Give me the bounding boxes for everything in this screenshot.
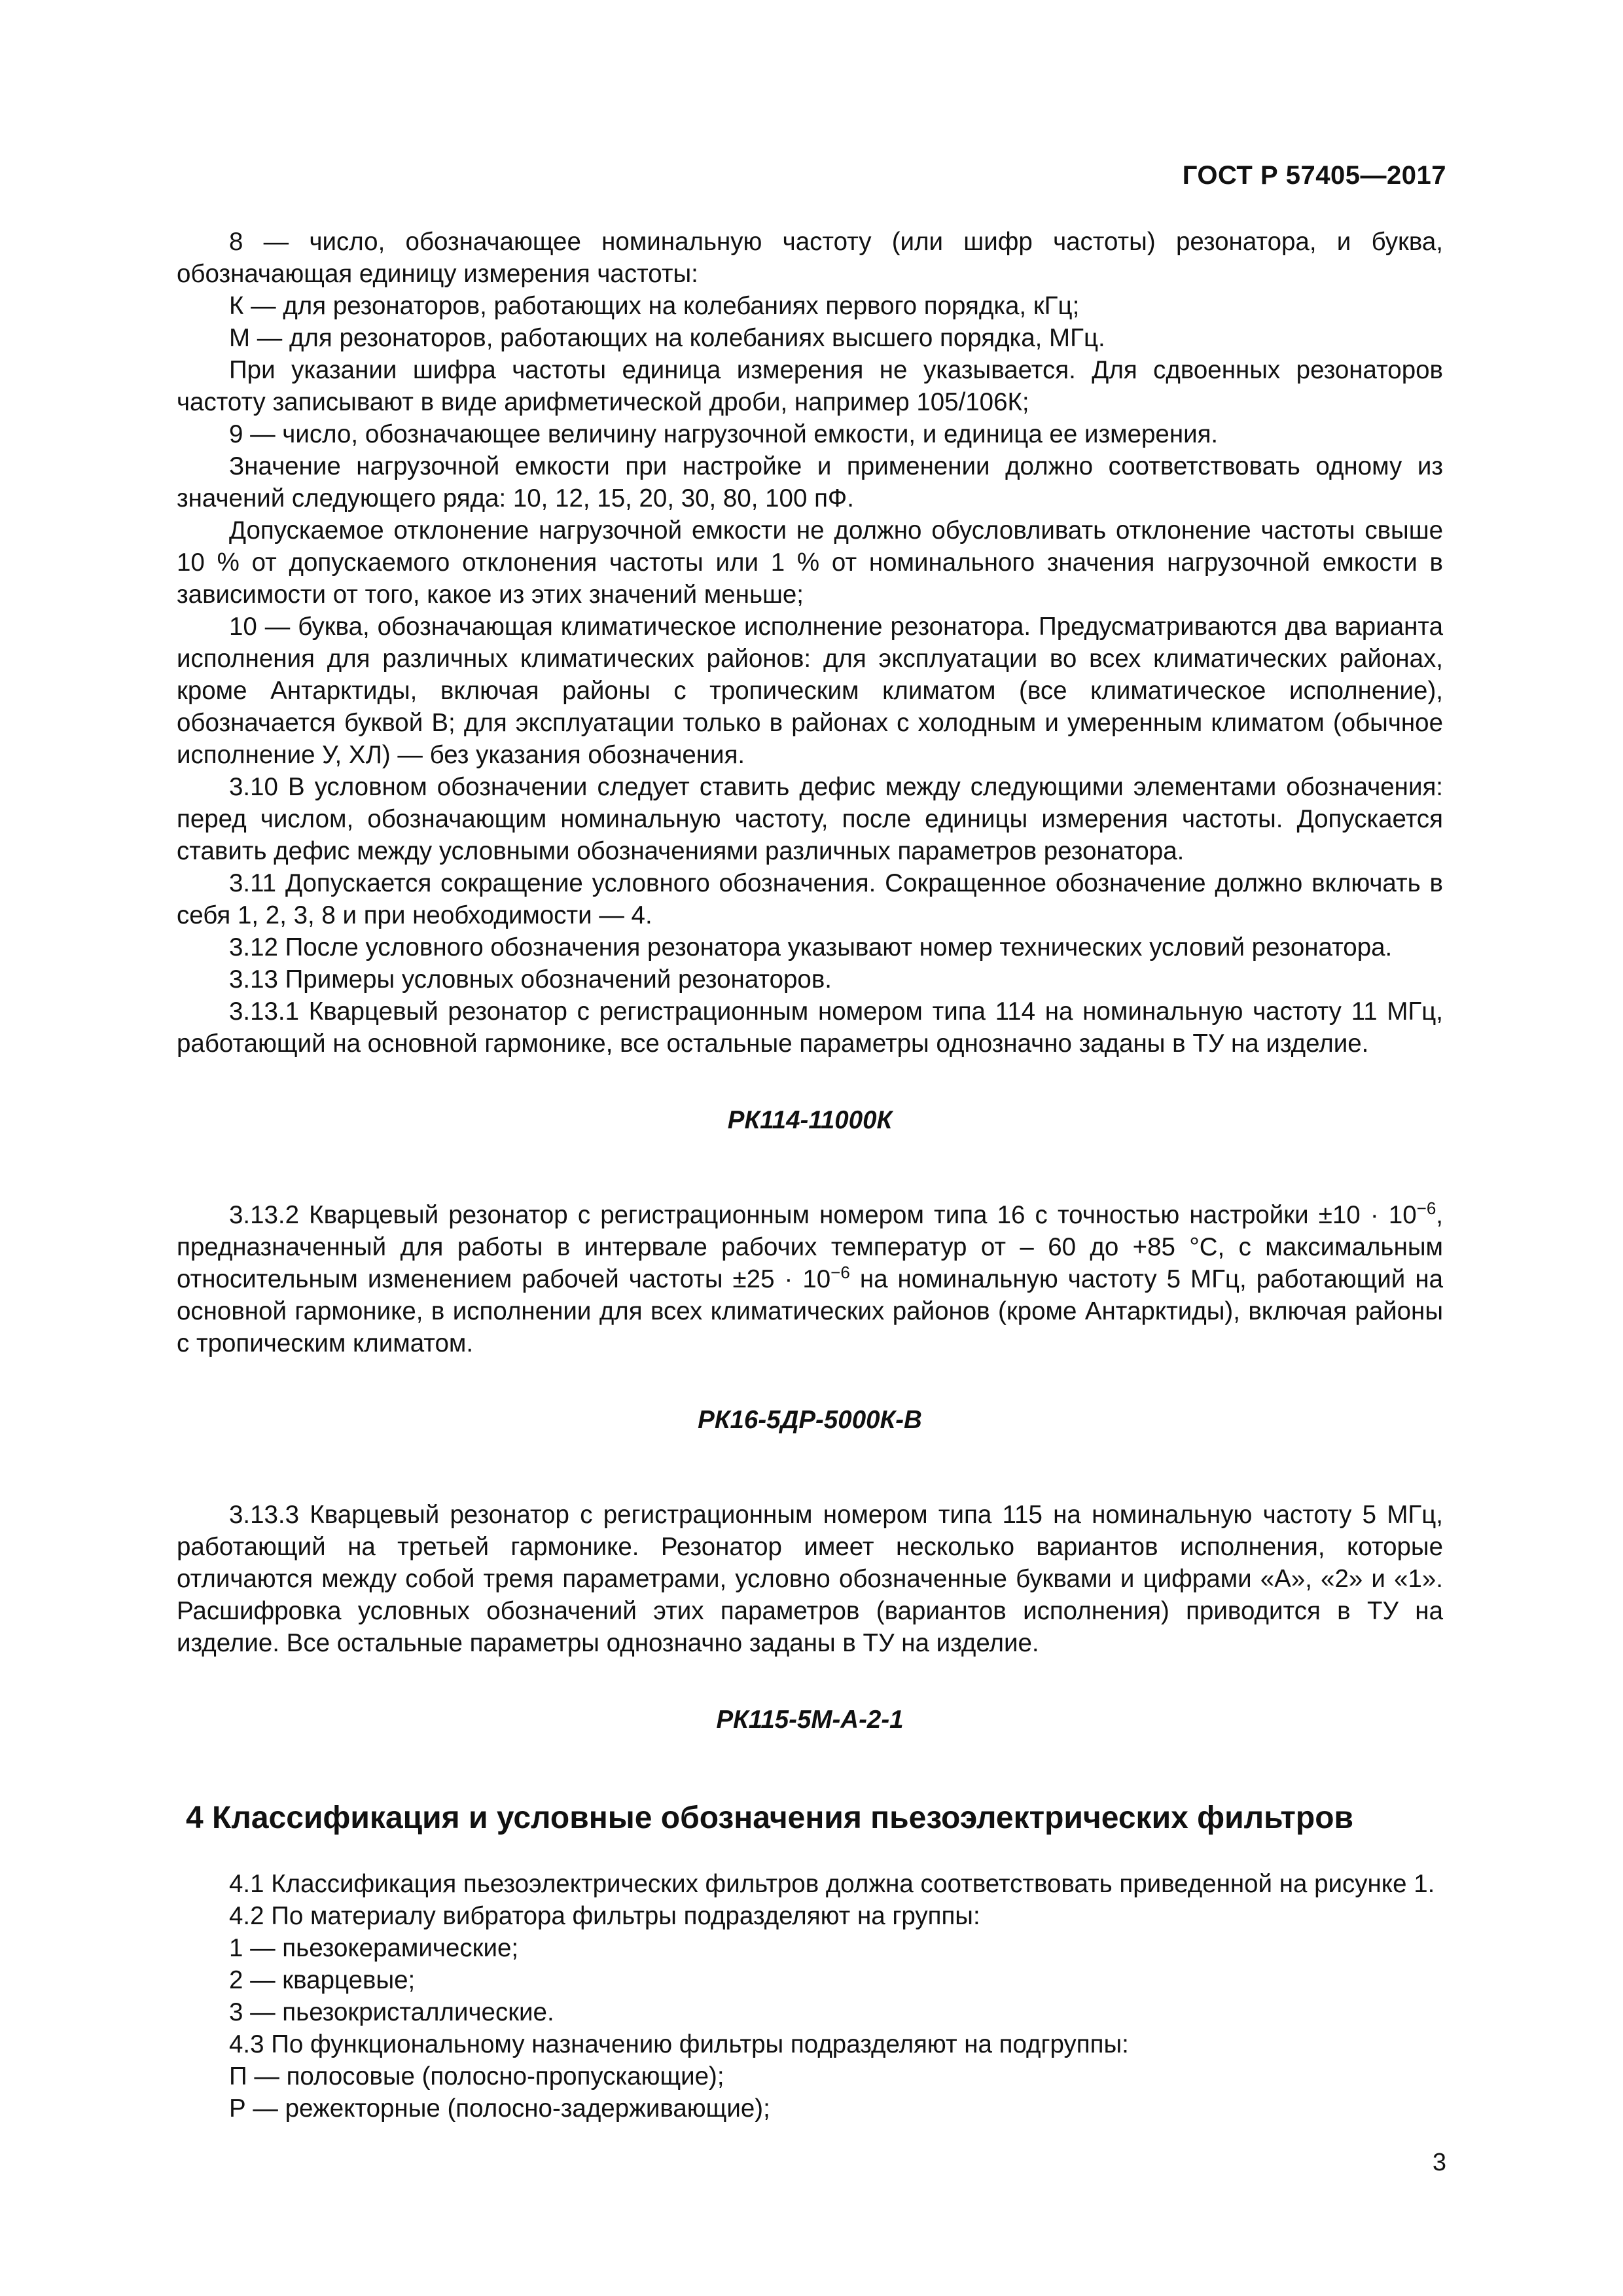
- clause-3-13-2: [177, 1199, 1443, 1359]
- document-code-header: ГОСТ Р 57405—2017: [1182, 161, 1446, 190]
- clause-3-10: 3.10 В условном обозначении следует ставить дефис между следующими элементами обозначения: перед числом, обозначающим номинальную частоту, после единицы измерения частоты. Допускается ставить дефис между условными обозначениями различных параметров резонатора.: [177, 773, 1443, 865]
- clause-text: 3.13.2 Кварцевый резонатор с регистрационным номером типа 16 с точностью настройки ±10 · 10: [229, 1201, 1417, 1229]
- clause-4-1: 4.1 Классификация пьезоэлектрических фильтров должна соответствовать приведенной на рисунке 1.: [229, 1870, 1435, 1898]
- clause-4-2: 4.2 По материалу вибратора фильтры подразделяют на группы:: [229, 1902, 980, 1930]
- clause-text: на номинальную частоту 5 МГц, работающий на основной гармонике, в исполнении для всех климатических районов (кроме Антарктиды), включая районы с тропическим климатом.: [177, 1265, 1444, 1357]
- clause-text: , предназначенный для работы в интервале рабочих температур от – 60 до +85 °С, с максимальным относительным изменением рабочей частоты ±25 · 10: [177, 1201, 1443, 1293]
- paragraph: При указании шифра частоты единица измерения не указывается. Для сдвоенных резонаторов частоту записывают в виде арифметической дроби, например 105/106К;: [177, 356, 1443, 416]
- page-number: 3: [1432, 2149, 1446, 2176]
- paragraph: 10 — буква, обозначающая климатическое исполнение резонатора. Предусматриваются два варианта исполнения для различных климатических районов: для эксплуатации во всех климатических районах, кроме Антарктиды, включая районы с тропическим климатом (все климатическое исполнение), обозначается буквой В; для эксплуатации только в районах с холодным и умеренным климатом (обычное исполнение У, ХЛ) — без указания обозначения.: [177, 613, 1443, 769]
- paragraph: Значение нагрузочной емкости при настройке и применении должно соответствовать одному из значений следующего ряда: 10, 12, 15, 20, 30, 80, 100 пФ.: [177, 452, 1443, 512]
- list-item: Р — режекторные (полосно-задерживающие);: [229, 2094, 770, 2123]
- clause-3-13-3: 3.13.3 Кварцевый резонатор с регистрационным номером типа 115 на номинальную частоту 5 МГц, работающий на третьей гармонике. Резонатор имеет несколько вариантов исполнения, которые отличаются между собой тремя параметрами, условно обозначенные буквами и цифрами «А», «2» и «1». Расшифровка условных обозначений этих параметров (вариантов исполнения) приводится в ТУ на изделие. Все остальные параметры однозначно заданы в ТУ на изделие.: [177, 1501, 1443, 1657]
- example-designation-1: РК114-11000К: [727, 1106, 893, 1134]
- clause-3-11: 3.11 Допускается сокращение условного обозначения. Сокращенное обозначение должно включать в себя 1, 2, 3, 8 и при необходимости — 4.: [177, 869, 1443, 929]
- clause-4-3: 4.3 По функциональному назначению фильтры подразделяют на подгруппы:: [229, 2030, 1129, 2058]
- exponent: −6: [1416, 1198, 1436, 1219]
- example-designation-3: РК115-5М-А-2-1: [716, 1706, 904, 1734]
- paragraph: К — для резонаторов, работающих на колебаниях первого порядка, кГц;: [229, 292, 1080, 320]
- paragraph: 8 — число, обозначающее номинальную частоту (или шифр частоты) резонатора, и буква, обозначающая единицу измерения частоты:: [177, 228, 1443, 288]
- paragraph: М — для резонаторов, работающих на колебаниях высшего порядка, МГц.: [229, 324, 1105, 352]
- example-designation-2: РК16-5ДР-5000К-В: [698, 1406, 922, 1434]
- clause-3-13: 3.13 Примеры условных обозначений резонаторов.: [229, 965, 832, 994]
- paragraph: 9 — число, обозначающее величину нагрузочной емкости, и единица ее измерения.: [229, 420, 1219, 448]
- list-item: 3 — пьезокристаллические.: [229, 1998, 554, 2026]
- page-content: [177, 226, 1443, 2125]
- exponent: −6: [830, 1263, 850, 1283]
- clause-3-12: 3.12 После условного обозначения резонатора указывают номер технических условий резонатора.: [229, 933, 1393, 961]
- list-item: П — полосовые (полосно-пропускающие);: [229, 2062, 724, 2090]
- list-item: 2 — кварцевые;: [229, 1966, 416, 1994]
- clause-3-13-1: 3.13.1 Кварцевый резонатор с регистрационным номером типа 114 на номинальную частоту 11 МГц, работающий на основной гармонике, все остальные параметры однозначно заданы в ТУ на изделие.: [177, 997, 1443, 1058]
- list-item: 1 — пьезокерамические;: [229, 1934, 519, 1962]
- section-4-heading: 4 Классификация и условные обозначения пьезоэлектрических фильтров: [186, 1801, 1354, 1835]
- paragraph: Допускаемое отклонение нагрузочной емкости не должно обусловливать отклонение частоты свыше 10 % от допускаемого отклонения частоты или 1 % от номинального значения нагрузочной емкости в зависимости от того, какое из этих значений меньше;: [177, 516, 1443, 609]
